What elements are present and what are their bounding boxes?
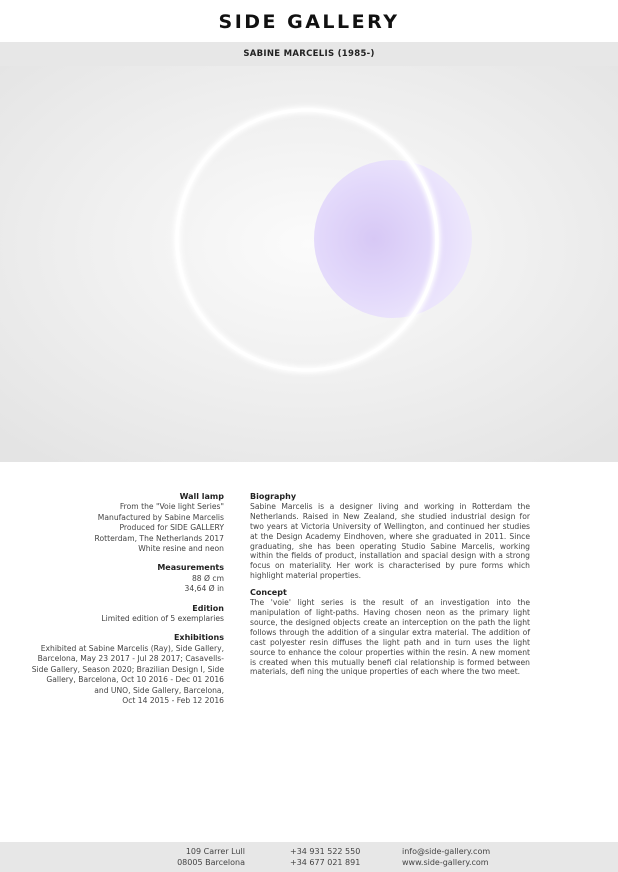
- wall-lamp-line: Manufactured by Sabine Marcelis: [97, 512, 224, 522]
- biography-heading: Biography: [250, 492, 297, 501]
- email-link[interactable]: info@side-gallery.com: [402, 847, 491, 856]
- biography-block: [250, 492, 530, 581]
- concept-heading: Concept: [250, 588, 287, 598]
- exhibitions-line: Gallery, Barcelona, Oct 10 2016 - Dec 01 2016: [46, 675, 224, 685]
- description-column: [250, 492, 530, 684]
- artist-bar: [0, 42, 618, 66]
- wall-lamp-line: From the "Voie light Series": [119, 502, 224, 512]
- exhibitions-line: and UNO, Side Gallery, Barcelona,: [94, 685, 224, 695]
- edition-block: [20, 604, 224, 625]
- exhibitions-line: Exhibited at Sabine Marcelis (Ray), Side Gallery,: [40, 643, 224, 653]
- resin-disc: [314, 160, 472, 318]
- footer-contact: [402, 847, 512, 868]
- footer-phones: [290, 847, 370, 868]
- biography-text: Sabine Marcelis is a designer living and working in Rotterdam the Netherlands. Raised in New Zealand, she studied industrial design for two years at Victoria University of Wellington, and continued her studies at the Design Academy Eindhoven, where she graduated in 2011. Since graduating, she has been operating Studio Sabine Marcelis, working within the fields of product, installation and spacial design with a strong focus on materiality. Her work is characterised by pure forms which highlight material properties.: [250, 501, 530, 581]
- edition-heading: Edition: [192, 603, 224, 613]
- exhibitions-block: [20, 633, 224, 706]
- artist-name: SABINE MARCELIS (1985-): [243, 49, 375, 59]
- gallery-logo: SIDE GALLERY: [218, 11, 400, 33]
- exhibitions-heading: Exhibitions: [173, 633, 224, 643]
- concept-block: [250, 588, 530, 677]
- product-photo: [0, 66, 618, 462]
- edition-text: Limited edition of 5 exemplaries: [101, 614, 224, 624]
- exhibitions-line: Side Gallery, Season 2020; Brazilian Design I, Side: [31, 664, 224, 674]
- wall-lamp-block: [20, 492, 224, 554]
- website-link[interactable]: www.side-gallery.com: [402, 857, 489, 867]
- header: [0, 0, 618, 42]
- exhibitions-line: Oct 14 2015 - Feb 12 2016: [122, 695, 224, 705]
- measurement-cm: 88 Ø cm: [191, 573, 224, 583]
- wall-lamp-line: Produced for SIDE GALLERY: [119, 523, 224, 533]
- address-street: 109 Carrer Lull: [185, 847, 245, 856]
- address-city: 08005 Barcelona: [177, 857, 245, 867]
- wall-background: [0, 66, 618, 462]
- phone-primary[interactable]: +34 931 522 550: [290, 847, 361, 856]
- measurements-heading: Measurements: [157, 563, 224, 573]
- exhibitions-line: Barcelona, May 23 2017 - Jul 28 2017; Casavells-: [37, 654, 224, 664]
- concept-text: The 'voie' light series is the result of an investigation into the manipulation of light-paths. Having chosen neon as the primary light source, the designed objects create an interception on the path the light follows through the addition of a singular extra material. The addition of cast polyester resin diffuses the light path and in turn uses the light source to enhance the colour properties within the resin. A new moment is created when this mutually benefi cial relationship is formed between materials, defi ning the unique properties of each where the two meet.: [250, 598, 530, 677]
- wall-lamp-line: White resine and neon: [138, 544, 224, 554]
- product-details: [20, 492, 224, 715]
- phone-secondary[interactable]: +34 677 021 891: [290, 857, 361, 867]
- footer: [0, 842, 618, 872]
- footer-address: [150, 847, 245, 868]
- measurements-block: [20, 563, 224, 594]
- measurement-in: 34,64 Ø in: [184, 584, 224, 594]
- lamp-illustration: [0, 66, 618, 462]
- wall-lamp-heading: Wall lamp: [179, 492, 224, 501]
- wall-lamp-line: Rotterdam, The Netherlands 2017: [94, 533, 224, 543]
